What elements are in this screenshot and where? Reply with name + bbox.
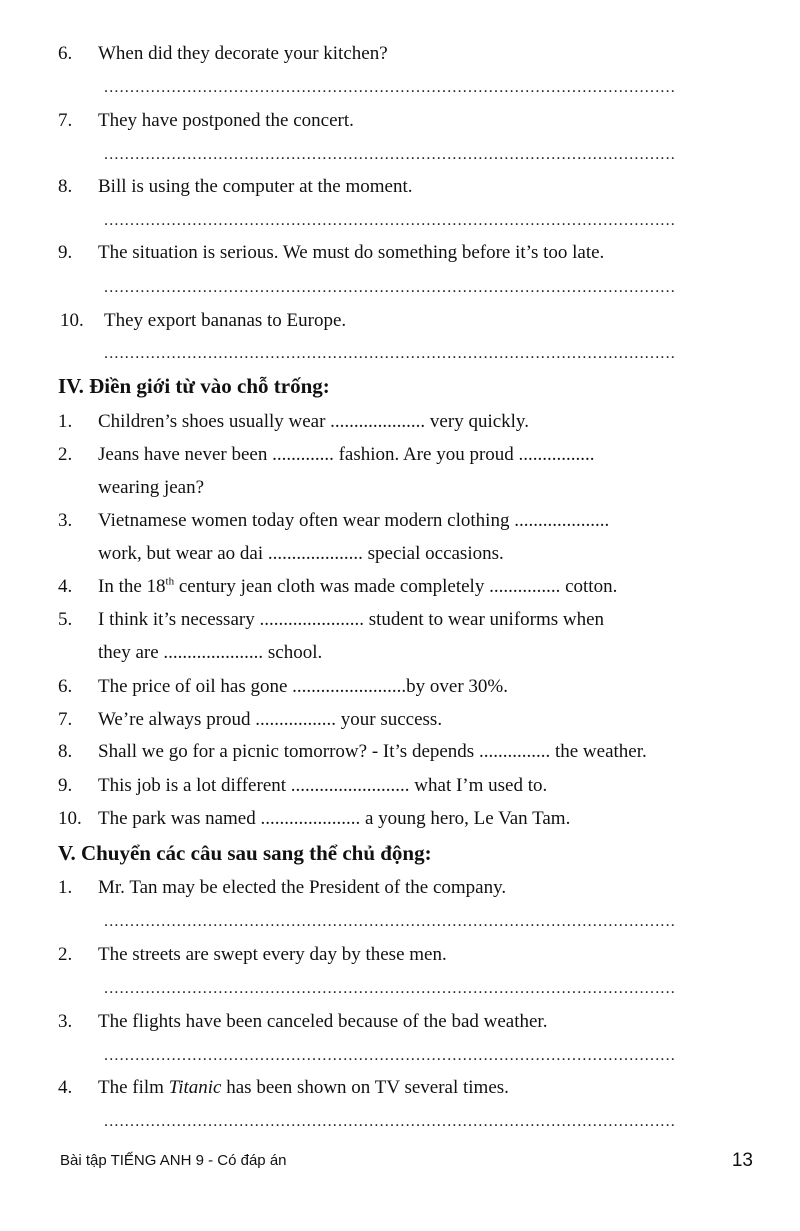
item-number: 6. bbox=[58, 676, 73, 697]
item-text: wearing jean? bbox=[98, 477, 205, 498]
item-number: 2. bbox=[58, 944, 73, 965]
item-number: 2. bbox=[58, 444, 73, 465]
item-number: 4. bbox=[58, 1077, 73, 1098]
item-number: 5. bbox=[58, 609, 73, 630]
item-text: The flights have been canceled because of the bad weather. bbox=[98, 1011, 548, 1032]
item-text bbox=[98, 575, 617, 599]
item-text: Shall we go for a picnic tomorrow? - It’s depends ............... the weather. bbox=[98, 741, 647, 762]
item-number: 9. bbox=[58, 242, 73, 263]
item-text: they are ..................... school. bbox=[98, 642, 323, 663]
section-v-heading: V. Chuyển các câu sau sang thể chủ động: bbox=[58, 841, 432, 865]
item-text bbox=[98, 1076, 509, 1100]
item-number: 6. bbox=[58, 43, 73, 64]
item-text: The streets are swept every day by these men. bbox=[98, 944, 447, 965]
answer-dots: .............................................................................................................. bbox=[104, 1047, 676, 1064]
answer-dots: .............................................................................................................. bbox=[104, 146, 676, 163]
item-number: 4. bbox=[58, 576, 73, 597]
item-text: They export bananas to Europe. bbox=[104, 310, 347, 331]
item-text: This job is a lot different ......................... what I’m used to. bbox=[98, 775, 548, 796]
film-title: Titanic bbox=[168, 1077, 222, 1098]
item-number: 8. bbox=[58, 741, 73, 762]
item-text: I think it’s necessary ...................... student to wear uniforms when bbox=[98, 609, 605, 630]
answer-dots: .............................................................................................................. bbox=[104, 279, 676, 296]
text-after: century jean cloth was made completely ............... cotton. bbox=[174, 576, 618, 597]
item-text: The park was named ..................... a young hero, Le Van Tam. bbox=[98, 808, 571, 829]
answer-dots: .............................................................................................................. bbox=[104, 1113, 676, 1130]
item-text: The price of oil has gone ........................by over 30%. bbox=[98, 676, 508, 697]
item-number: 10. bbox=[60, 310, 84, 331]
item-text: Mr. Tan may be elected the President of the company. bbox=[98, 877, 507, 898]
item-number: 1. bbox=[58, 411, 73, 432]
item-number: 3. bbox=[58, 510, 73, 531]
item-number: 7. bbox=[58, 709, 73, 730]
item-text: Vietnamese women today often wear modern clothing .................... bbox=[98, 510, 610, 531]
item-number: 1. bbox=[58, 877, 73, 898]
text-after: has been shown on TV several times. bbox=[221, 1077, 509, 1098]
text-before: The film bbox=[98, 1077, 169, 1098]
page-number: 13 bbox=[731, 1150, 753, 1171]
item-number: 8. bbox=[58, 176, 73, 197]
section-iv-heading: IV. Điền giới từ vào chỗ trống: bbox=[58, 374, 330, 398]
item-number: 3. bbox=[58, 1011, 73, 1032]
item-text: When did they decorate your kitchen? bbox=[98, 43, 388, 64]
ordinal-suffix: th bbox=[165, 575, 175, 588]
answer-dots: .............................................................................................................. bbox=[104, 913, 676, 930]
item-number: 7. bbox=[58, 110, 73, 131]
item-text: Bill is using the computer at the moment. bbox=[98, 176, 413, 197]
item-number: 10. bbox=[58, 808, 82, 829]
answer-dots: .............................................................................................................. bbox=[104, 980, 676, 997]
item-number: 9. bbox=[58, 775, 73, 796]
item-text: We’re always proud ................. your success. bbox=[98, 709, 443, 730]
item-text: They have postponed the concert. bbox=[98, 110, 354, 131]
item-text: The situation is serious. We must do something before it’s too late. bbox=[98, 242, 605, 263]
answer-dots: .............................................................................................................. bbox=[104, 79, 676, 96]
answer-dots: .............................................................................................................. bbox=[104, 212, 676, 229]
item-text: work, but wear ao dai .................... special occasions. bbox=[98, 543, 504, 564]
book-title-footer: Bài tập TIẾNG ANH 9 - Có đáp án bbox=[60, 1152, 287, 1169]
item-text: Children’s shoes usually wear .................... very quickly. bbox=[98, 411, 529, 432]
text-before: In the 18 bbox=[98, 576, 166, 597]
item-text: Jeans have never been ............. fashion. Are you proud ................ bbox=[98, 444, 595, 465]
answer-dots: .............................................................................................................. bbox=[104, 345, 676, 362]
